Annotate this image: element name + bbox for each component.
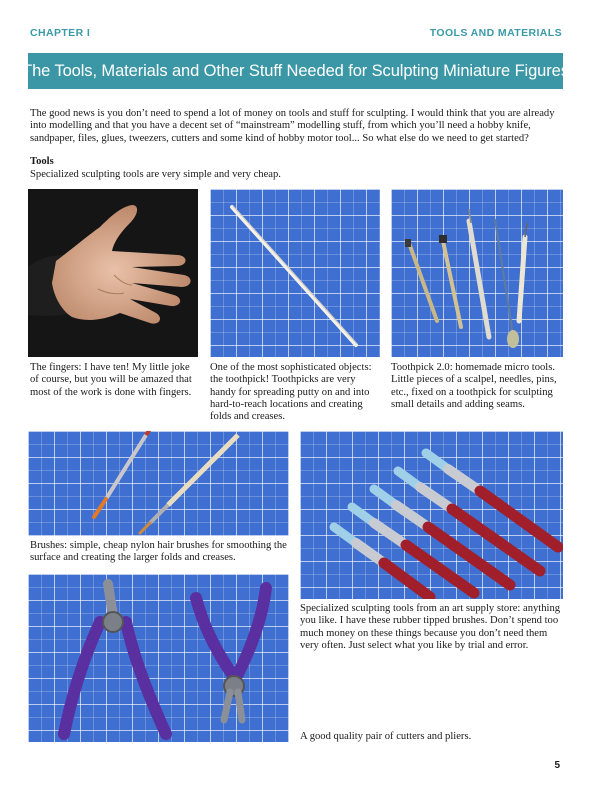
tools-subheading: Specialized sculpting tools are very simple and very cheap. — [30, 169, 281, 180]
photo-brushes — [28, 431, 289, 536]
page-title: The Tools, Materials and Other Stuff Needed for Sculpting Miniature Figures — [22, 61, 569, 80]
tools-heading: Tools — [30, 156, 54, 167]
photo-hand — [28, 189, 198, 357]
photo-micro-tools — [391, 189, 563, 357]
photo-toothpick — [210, 189, 380, 357]
chapter-label: CHAPTER I — [30, 27, 91, 39]
title-banner — [22, 53, 569, 89]
section-label: TOOLS AND MATERIALS — [429, 27, 562, 39]
page-number: 5 — [554, 760, 560, 771]
photo-cutters — [28, 574, 289, 742]
caption-toothpick: One of the most sophisticated objects: the toothpick! Toothpicks are very handy for spreading putty on and into hard-to-reach locations and creating folds and creases. — [210, 362, 372, 423]
photo-rubber-tools — [300, 431, 563, 599]
caption-fingers: The fingers: I have ten! My little joke of course, but you will be amazed that most of the work is done with fingers. — [30, 362, 192, 398]
caption-brushes: Brushes: simple, cheap nylon hair brushes for smoothing the surface and creating the larger folds and creases. — [30, 540, 287, 564]
caption-cutters: A good quality pair of cutters and pliers. — [300, 731, 472, 742]
caption-rubber-tools: Specialized sculpting tools from an art supply store: anything you like. I have these rubber tipped brushes. Don’t spend too much money on these things because you don’t need them very often. Just select what you like by trial and error. — [300, 603, 561, 651]
caption-micro-tools: Toothpick 2.0: homemade micro tools. Little pieces of a scalpel, needles, pins, etc., fixed on a toothpick for sculpting small details and adding seams. — [391, 362, 557, 410]
intro-paragraph: The good news is you don’t need to spend a lot of money on tools and stuff for sculpting. I would think that you are already into modelling and that you have a decent set of “mainstream” modelling stuff, from which you’ll need a hobby knife, sandpaper, files, glues, tweezers, cutters and some kind of hobby motor tool... So what else do we need to get started? — [30, 108, 555, 144]
